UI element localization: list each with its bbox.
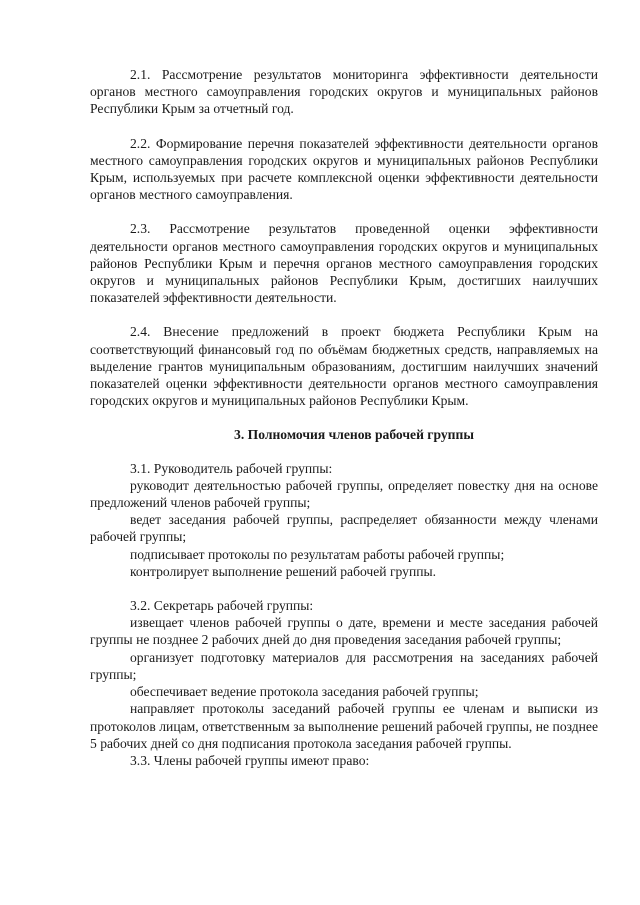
section-3-2 <box>90 597 598 752</box>
section-3-1 <box>90 460 598 580</box>
section-3-2-item: обеспечивает ведение протокола заседания рабочей группы; <box>130 684 479 700</box>
section-3-1-item: ведет заседания рабочей группы, распределяет обязанности между членами рабочей группы; <box>90 512 598 545</box>
section-3-1-item: подписывает протоколы по результатам работы рабочей группы; <box>130 546 505 562</box>
section-3-2-item: направляет протоколы заседаний рабочей группы ее членам и выписки из протоколов лицам, ответственным за выполнение решений рабочей группы, не позднее 5 рабочих дней со дня подписания протокола заседания рабочей группы. <box>90 701 598 751</box>
paragraph-2-2: 2.2. Формирование перечня показателей эффективности деятельности органов местного самоуправления городских округов и муниципальных районов Республики Крым, используемых при расчете комплексной оценки эффективности деятельности органов местного самоуправления. <box>90 135 598 203</box>
paragraph-2-3: 2.3. Рассмотрение результатов проведенной оценки эффективности деятельности органов местного самоуправления городских округов и муниципальных районов Республики Крым и перечня органов местного самоуправления городских округов и муниципальных районов Республики Крым, достигших наилучших показателей эффективности деятельности. <box>90 221 598 306</box>
section-3-3-heading: 3.3. Члены рабочей группы имеют право: <box>130 752 370 768</box>
section-3-1-heading: 3.1. Руководитель рабочей группы: <box>130 460 333 476</box>
section-3-2-item: извещает членов рабочей группы о дате, времени и месте заседания рабочей группы не позднее 2 рабочих дней до дня проведения заседания рабочей группы; <box>90 615 598 648</box>
section-3-2-heading: 3.2. Секретарь рабочей группы: <box>130 598 314 614</box>
paragraph-2-4: 2.4. Внесение предложений в проект бюджета Республики Крым на соответствующий финансовый год по объёмам бюджетных средств, направляемых на выделение грантов муниципальным образованиям, достигшим наилучших значений показателей оценки эффективности деятельности органов местного самоуправления городских округов и муниципальных районов Республики Крым. <box>90 324 598 409</box>
section-3-1-item: руководит деятельностью рабочей группы, определяет повестку дня на основе предложений членов рабочей группы; <box>90 477 598 511</box>
paragraph-2-1: 2.1. Рассмотрение результатов мониторинга эффективности деятельности органов местного самоуправления городских округов и муниципальных районов Республики Крым за отчетный год. <box>90 67 598 117</box>
document-page <box>90 66 598 769</box>
section-3-2-item: организует подготовку материалов для рассмотрения на заседаниях рабочей группы; <box>90 649 598 682</box>
section-3-title: 3. Полномочия членов рабочей группы <box>234 427 474 443</box>
section-3-1-item: контролирует выполнение решений рабочей группы. <box>130 563 437 579</box>
